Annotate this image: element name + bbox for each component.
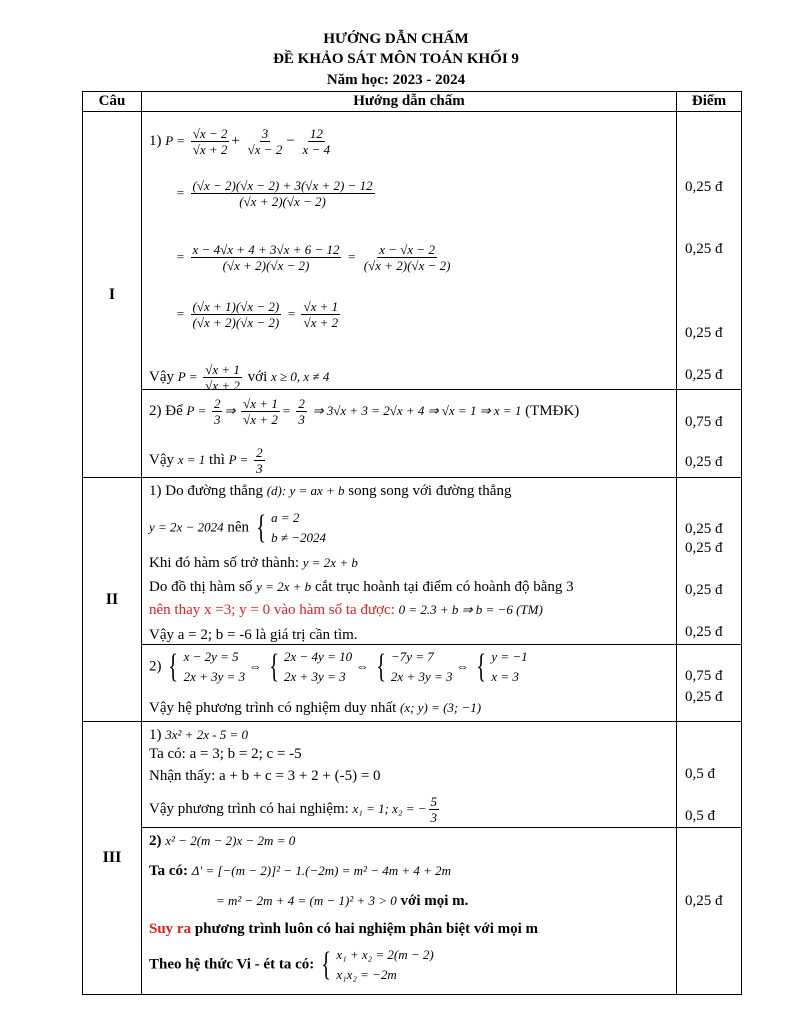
q2-l3-math: y = 2x + b: [302, 555, 358, 570]
table-header-row: [83, 92, 742, 112]
table-row: [83, 478, 742, 645]
point: 0,25 đ: [685, 540, 723, 556]
sys-row: x₁x₂ = −2m: [336, 967, 397, 982]
point: 0,25 đ: [685, 582, 723, 598]
q1-vay: Vậy: [149, 368, 174, 385]
sys-row: −7y = 7: [390, 649, 434, 664]
q2-l2-math: y = 2x − 2024: [149, 519, 224, 535]
q3-p2-delta2: = m² − 2m + 4 = (m − 1)² + 3 > 0: [216, 893, 397, 908]
q2-l1-math: (d): y = ax + b: [266, 483, 345, 498]
q3-p2-suyra-red: Suy ra: [149, 921, 192, 937]
point: 0,25 đ: [685, 689, 723, 705]
q3-p2-voimoi: với mọi m.: [400, 893, 469, 909]
point: 0,25 đ: [685, 241, 723, 257]
question-label-i: I: [83, 112, 142, 478]
point: 0,25 đ: [685, 179, 723, 195]
point: 0,25 đ: [685, 454, 723, 470]
q2-part1-points: [677, 478, 742, 645]
sys-row: 2x + 3y = 3: [284, 669, 346, 684]
q1-voi: với: [247, 368, 268, 385]
q1-p1-intro: 1): [149, 132, 162, 149]
grading-table: [82, 91, 742, 995]
q1-part1-points: [677, 112, 742, 390]
sys-row: b ≠ −2024: [271, 530, 327, 545]
point: 0,5 đ: [685, 808, 715, 824]
q1-step2-frac-b: $\frac{x - √x - 2}{(√x + 2)(√x - 2)}$: [363, 242, 451, 273]
school-year: Năm học: 2023 - 2024: [326, 72, 466, 88]
table-row: [83, 112, 742, 390]
q1-step1-frac: $\frac{(√x - 2)(√x - 2) + 3(√x + 2) - 12}{(√x + 2)(√x - 2)}$: [192, 178, 373, 209]
q2-p2-intro: 2): [149, 658, 162, 675]
q2-l1-end: song song với đường thẳng: [348, 483, 512, 499]
q2-l4b: cắt trục hoành tại điểm có hoành độ bằng 3: [314, 579, 574, 595]
q1-p2-x: x = 1: [177, 451, 206, 467]
sys-row: 2x + 3y = 3: [183, 669, 246, 684]
table-row: [83, 390, 742, 478]
point: 0,25 đ: [685, 521, 723, 537]
point: 0,25 đ: [685, 325, 723, 341]
q2-part2-points: [677, 645, 742, 722]
q1-cond: x ≥ 0, x ≠ 4: [271, 368, 330, 384]
doc-title: HƯỚNG DẪN CHẤM: [323, 31, 469, 47]
q3-p1-l2: Ta có: a = 3; b = 2; c = -5: [149, 746, 302, 762]
q2-cond-system: { a = 2 b ≠ −2024: [256, 509, 327, 546]
q1-frac-b: $\frac{3}{√x - 2}$: [247, 126, 283, 157]
q1-part2-points: [677, 390, 742, 478]
q3-part2: [142, 828, 677, 995]
equiv-symbol: ⇔: [355, 658, 369, 674]
q3-p1-l3: Nhận thấy: a + b + c = 3 + 2 + (-5) = 0: [149, 768, 381, 784]
point: 0,5 đ: [685, 766, 715, 782]
sys-row: x − 2y = 5: [183, 649, 239, 664]
q3-p2-taco: Ta có:: [149, 863, 189, 879]
q1-frac-c: $\frac{12}{x - 4}$: [302, 126, 331, 157]
col-cau: Câu: [83, 92, 142, 112]
q3-part1: 1) 3x² + 2x - 5 = 0 Ta có: a = 3; b = 2; c = -5 Nhận thấy: a + b + c = 3 + 2 + (-5) = 0 Vậy phương trình có hai nghiệm: x₁ = 1; x₂ = − $\frac{5}{3}$: [142, 722, 677, 828]
sys-row: a = 2: [271, 510, 300, 525]
q2-p2-conc-math: (x; y) = (3; −1): [400, 700, 482, 715]
col-guide: Hướng dẫn chấm: [142, 92, 677, 112]
q2-system-4: { y = −1 x = 3: [476, 648, 528, 685]
q1-step3-frac-b: $\frac{√x + 1}{√x + 2}$: [303, 299, 339, 330]
q1-tmdk: (TMĐK): [525, 402, 580, 419]
q3-p2-vieta: Theo hệ thức Vi - ét ta có:: [149, 956, 315, 973]
q2-l3: Khi đó hàm số trở thành:: [149, 555, 299, 571]
point: 0,75 đ: [685, 414, 723, 430]
table-row: [83, 722, 742, 828]
point: 0,25 đ: [685, 367, 723, 383]
q1-p2-intro: 2) Để: [149, 402, 183, 419]
q1-step2-frac-a: $\frac{x - 4√x + 4 + 3√x + 6 - 12}{(√x + 2)(√x - 2)}$: [192, 242, 340, 273]
q2-system-1: { x − 2y = 5 2x + 3y = 3: [168, 648, 246, 685]
q2-l1: 1) Do đường thẳng: [149, 483, 263, 499]
q3-p1-intro: 1): [149, 727, 162, 743]
q3-p2-suyra: phương trình luôn có hai nghiệm phân biệt với mọi m: [194, 921, 539, 937]
col-points: Điểm: [677, 92, 742, 112]
q3-p2-intro: 2): [149, 833, 162, 849]
q3-part1-points: [677, 722, 742, 828]
q2-l5-math: 0 = 2.3 + b ⇒ b = −6 (TM): [398, 602, 543, 617]
q2-p2-conc: Vậy hệ phương trình có nghiệm duy nhất: [149, 700, 397, 716]
q2-l4-math: y = 2x + b: [256, 579, 312, 594]
sys-row: 2x + 3y = 3: [390, 669, 453, 684]
q3-p1-l4: Vậy phương trình có hai nghiệm:: [149, 800, 349, 817]
q2-part2: [142, 645, 677, 722]
equiv-symbol: ⇔: [248, 658, 262, 674]
point: 0,25 đ: [685, 893, 723, 909]
q2-l5-red: nên thay x =3; y = 0 vào hàm số ta được:: [149, 602, 395, 618]
point: 0,75 đ: [685, 668, 723, 684]
table-row: [83, 645, 742, 722]
question-label-ii: II: [83, 478, 142, 722]
q2-l4a: Do đồ thị hàm số: [149, 579, 253, 595]
q2-part1: [142, 478, 677, 645]
q1-result-frac: $\frac{√x + 1}{√x + 2}$: [205, 362, 240, 393]
doc-subtitle: ĐỀ KHẢO SÁT MÔN TOÁN KHỐI 9: [273, 51, 519, 67]
q3-vieta-system: { x₁ + x₂ = 2(m − 2) x₁x₂ = −2m: [321, 946, 434, 983]
sys-row: x = 3: [491, 669, 519, 684]
q1-step3-frac-a: $\frac{(√x + 1)(√x - 2)}{(√x + 2)(√x - 2)}$: [192, 299, 280, 330]
q1-part2: 2) Để P = $\frac{2}{3}$ ⇒ $\frac{√x + 1}{√x + 2}$ = $\frac{2}{3}$ ⇒ 3√x + 3 = 2√x + 4 ⇒ √x = 1 ⇒ x = 1 (TMĐK) Vậy x = 1 thì P = $\frac{2}{3}$: [142, 390, 677, 478]
q2-system-3: { −7y = 7 2x + 3y = 3: [375, 648, 453, 685]
q3-p2-delta: Δ' = [−(m − 2)]² − 1.(−2m) = m² − 4m + 4 + 2m: [191, 863, 452, 878]
q1-p2-thi: thì: [209, 451, 225, 468]
q2-system-2: { 2x − 4y = 10 2x + 3y = 3: [268, 648, 353, 685]
table-row: [83, 828, 742, 995]
q3-p2-eq: x² − 2(m − 2)x − 2m = 0: [165, 833, 296, 848]
equiv-symbol: ⇔: [456, 658, 470, 674]
point: 0,25 đ: [685, 624, 723, 640]
question-label-iii: III: [83, 722, 142, 995]
q1-part1: 1) P = $\frac{√x - 2}{√x + 2}$ + $\frac{3}{√x - 2}$ − $\frac{12}{x - 4}$ = $\frac{(√x - 2)(√x - 2) + 3(√x + 2) - 12}{(√x + 2)(√x - 2)}$ = $\frac{x - 4√x + 4 + 3√x + 6 - 12}{(√x + 2)(√x - 2)}$ = $\frac{x - √x - 2}{(√x + 2)(√x - 2)}$ = $\frac{(√x + 1)(√x - 2)}{(√x + 2)(√x - 2)}$ = $\frac{√x + 1}{√x + 2}$ Vậy P = $\frac{√x + 1}{√x + 2}$ với x ≥ 0, x ≠ 4: [142, 112, 677, 390]
q2-l2-nen: nên: [227, 519, 250, 536]
q3-p1-eq: 3x² + 2x - 5 = 0: [165, 727, 249, 742]
sys-row: y = −1: [491, 649, 528, 664]
sys-row: x₁ + x₂ = 2(m − 2): [336, 947, 434, 962]
q1-p2-vay: Vậy: [149, 451, 174, 468]
q3-part2-points: [677, 828, 742, 995]
q2-l6: Vậy a = 2; b = -6 là giá trị cần tìm.: [149, 627, 358, 643]
q1-frac-a: $\frac{√x - 2}{√x + 2}$: [192, 126, 228, 157]
sys-row: 2x − 4y = 10: [284, 649, 353, 664]
